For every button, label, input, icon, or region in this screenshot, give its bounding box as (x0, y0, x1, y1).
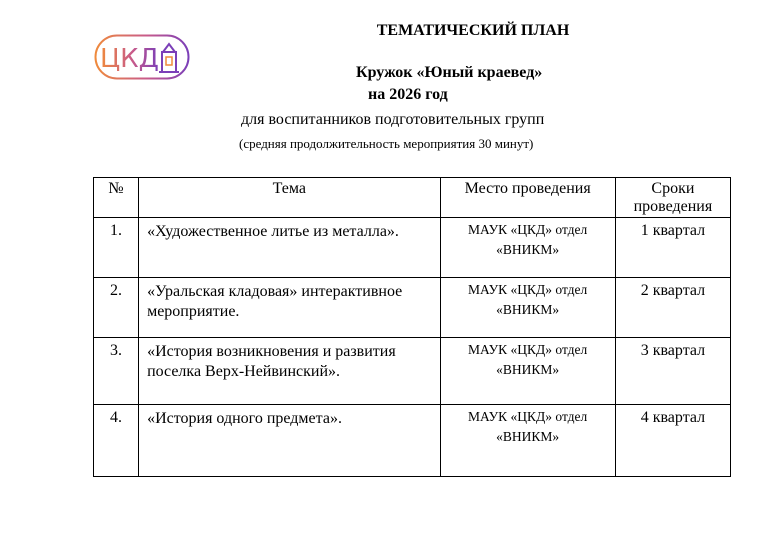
logo-text: ЦКД (100, 44, 159, 74)
audience-line: для воспитанников подготовительных групп (241, 111, 545, 128)
row-place: МАУК «ЦКД» отдел «ВНИКМ» (440, 218, 615, 278)
table-row (94, 218, 731, 278)
row-place: МАУК «ЦКД» отдел «ВНИКМ» (440, 405, 615, 477)
row-topic: «Художественное литье из металла». (139, 218, 440, 278)
row-term: 1 квартал (615, 218, 730, 278)
duration-note: (средняя продолжительность мероприятия 30 минут) (239, 136, 534, 151)
header-topic: Тема (139, 178, 440, 218)
row-topic: «История возникновения и развития поселка Верх-Нейвинский». (139, 338, 440, 405)
row-topic: «История одного предмета». (139, 405, 440, 477)
row-num: 1. (94, 218, 139, 278)
table-row (94, 338, 731, 405)
row-place: МАУК «ЦКД» отдел «ВНИКМ» (440, 278, 615, 338)
plan-year: на 2026 год (368, 86, 448, 103)
row-term: 3 квартал (615, 338, 730, 405)
table-row (94, 405, 731, 477)
table-header-row (94, 178, 731, 218)
club-name: Кружок «Юный краевед» (356, 64, 543, 81)
plan-title: ТЕМАТИЧЕСКИЙ ПЛАН (376, 22, 570, 39)
table-row (94, 278, 731, 338)
building-icon (159, 44, 179, 72)
organization-logo (94, 34, 190, 80)
row-term: 4 квартал (615, 405, 730, 477)
row-place: МАУК «ЦКД» отдел «ВНИКМ» (440, 338, 615, 405)
row-num: 4. (94, 405, 139, 477)
header-place: Место проведения (440, 178, 615, 218)
header-term: Сроки проведения (615, 178, 730, 218)
row-topic: «Уральская кладовая» интерактивное мероприятие. (139, 278, 440, 338)
row-term: 2 квартал (615, 278, 730, 338)
thematic-plan-table (93, 177, 731, 477)
row-num: 2. (94, 278, 139, 338)
header-num: № (94, 178, 139, 218)
row-num: 3. (94, 338, 139, 405)
